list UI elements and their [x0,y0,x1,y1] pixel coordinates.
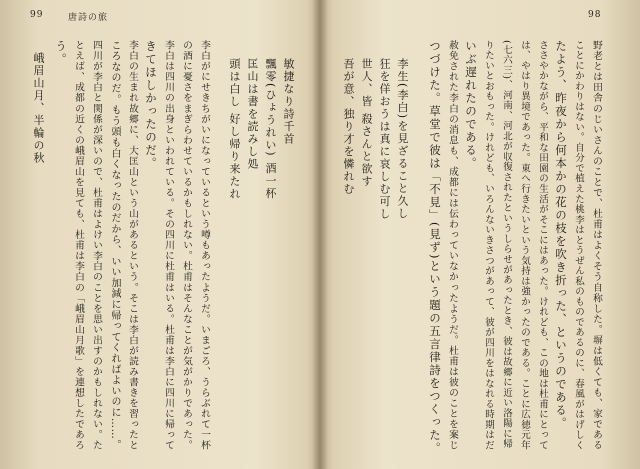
left-col-8: 李白は四川の出身といわれている。その四川に杜甫はいる。杜甫は李白に四川に帰って [163,40,174,451]
left-col-1: 峨眉山月、半輪の秋 [32,52,45,165]
right-col-14: 吾が意、独り才を憐れむ [342,58,355,196]
right-col-13: 世人、皆 殺さんと欲す [360,58,373,188]
right-col-2: ことにかわりはない。自分で植えた桃李はとうぜん私のものであるのに、春風がはげしく [573,40,584,451]
right-col-6: (七六三)、河南、河北が収復されたというしらせがあったとき、彼は故郷に近い洛陽に帰 [501,40,512,450]
right-col-8: いぶ遅れたのである。 [464,40,478,170]
left-col-2: う。 [54,40,68,66]
left-col-12: 匡山は書を読みし処 [246,58,259,171]
left-col-5: ころなのだ。もう頭も白くなったのだから、いい加減に帰ってくればよいのに……。 [109,40,120,451]
left-col-3: とえば、成都の近くの峨眉山を見ても、杜甫は李白の「峨眉山月歌」を連想したであろ [73,40,84,451]
left-col-11: 頭は白し 好し帰り来たれ [228,58,241,201]
right-col-4: ささやかながら、平和な田園の生活がそこにはあった。けれども、この地は杜甫にとって [537,40,548,451]
right-col-10: つづけた。草堂で彼は「不見」(見ず)という題の五言律詩をつくった。 [428,40,442,455]
right-col-11: 李生(李白)を見ざること久し [396,58,409,220]
left-col-7: きてほしかったのだ。 [144,40,158,170]
right-col-9: 赦免された李白の消息も、成都には伝わっていなかったようだ。杜甫は彼のことを案じ [447,40,458,451]
right-col-1: 野老とは田舎のじいさんのことで、杜甫はよくそう自称した。塀は低くても、家である [591,40,602,451]
right-page-number: 98 [588,10,602,20]
left-page-number: 99 [30,10,44,20]
left-running-title: 唐詩の旅 [68,13,109,23]
left-col-9: の酒に憂さをまぎらわせているかもしれない。杜甫はそんなことが気がかりであった。 [181,40,192,451]
right-col-12: 狂を佯おうは真に哀しむ可し [378,58,391,221]
book-gutter [312,0,328,469]
left-col-4: 四川が李白と関係が深いので、杜甫はよけい李白のことを思い出すのかもしれない。た [91,40,102,451]
left-col-10: 李白がにせきちがいになっているという噂もあったようだ。いまごろ、うらぶれて一杯 [199,40,210,451]
right-col-7: りたいとおもった。けれども、いろんないきさつがあって、彼が四川をはなれる時期はだ [483,40,494,451]
right-col-3: たよう、昨夜から何本かの花の枝を吹き折った、というのである。 [554,40,568,430]
right-col-5: は、やはり異境であった。東へ行きたいという気持は強かったのである。ことに広徳元年 [519,40,530,451]
left-col-13: 飄零(ひょうれい) 酒一杯 [264,58,277,200]
left-col-6: 李白の生まれ故郷に、大匡山という山があるという。そこは李白が読み書きを習ったと [127,40,138,451]
left-col-14: 敏捷なり詩千首 [282,58,295,146]
